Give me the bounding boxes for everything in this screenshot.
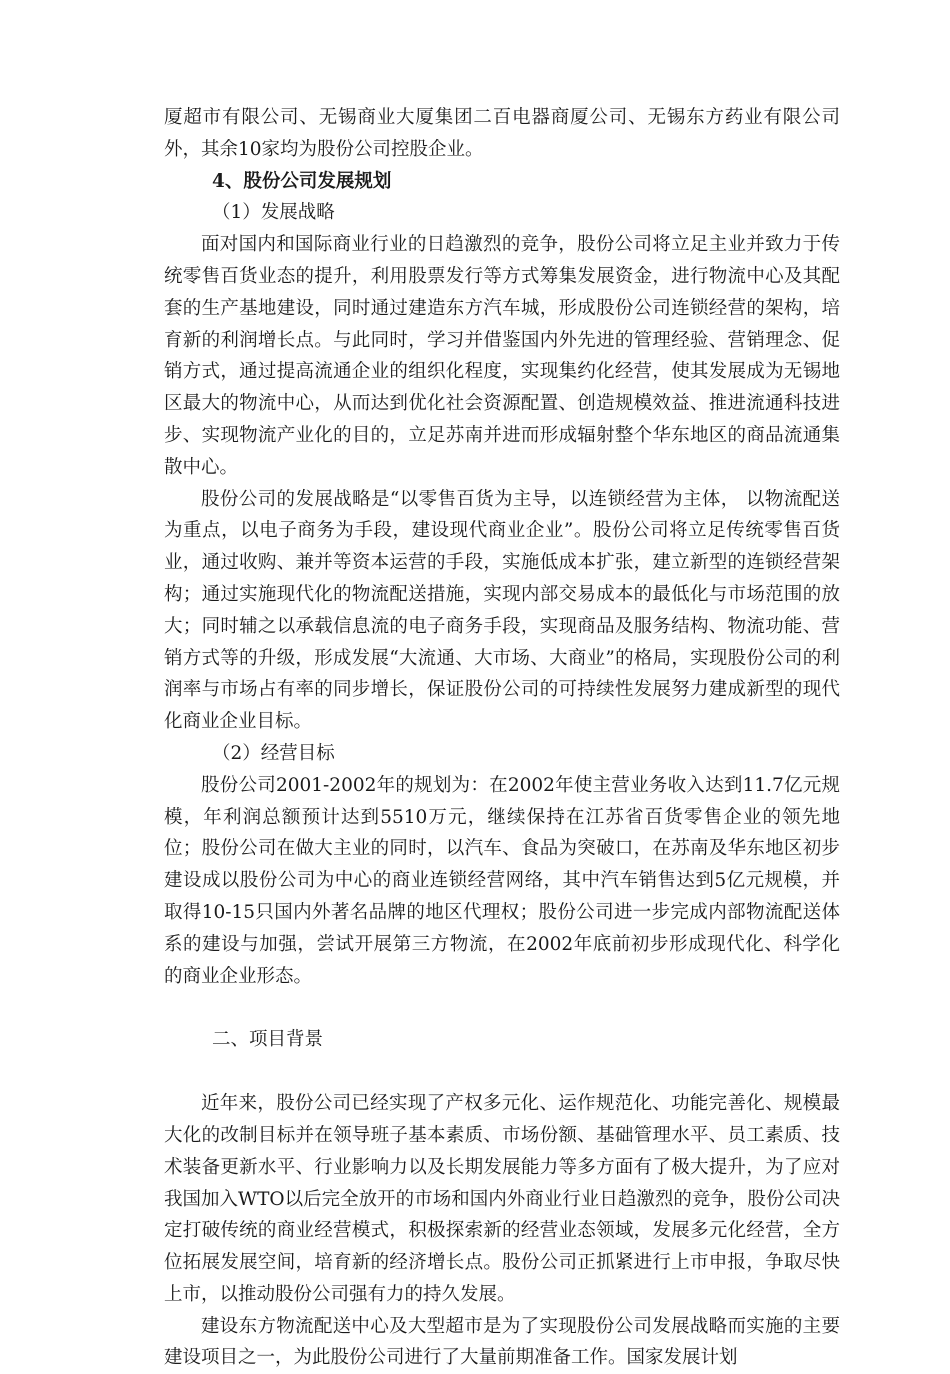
paragraph-business-goals: 股份公司2001-2002年的规划为：在2002年使主营业务收入达到11.7亿元规模，年利润总额预计达到5510万元，继续保持在江苏省百货零售企业的领先地位；股份公司在做大主业的同时，以汽车、食品为突破口，在苏南及华东地区初步建设成以股份公司为中心的商业连锁经营网络，其中汽车销售达到5亿元规模，并取得10-15只国内外著名品牌的地区代理权；股份公司进一步完成内部物流配送体系的建设与加强，尝试开展第三方物流，在2002年底前初步形成现代化、科学化的商业企业形态。 bbox=[164, 774, 840, 987]
paragraph-background-1: 近年来，股份公司已经实现了产权多元化、运作规范化、功能完善化、规模最大化的改制目标并在领导班子基本素质、市场份额、基础管理水平、员工素质、技术装备更新水平、行业影响力以及长期发展能力等多方面有了极大提升，为了应对我国加入WTO以后完全放开的市场和国内外商业行业日趋激烈的竞争，股份公司决定打破传统的商业经营模式，积极探索新的经营业态领域，发展多元化经营，全方位拓展发展空间，培育新的经济增长点。股份公司正抓紧进行上市申报，争取尽快上市，以推动股份公司强有力的持久发展。 bbox=[164, 1093, 840, 1305]
section-heading-project-background: 二、项目背景 bbox=[212, 1029, 324, 1051]
paragraph-strategy-2: 股份公司的发展战略是“以零售百货为主导，以连锁经营为主体， 以物流配送为重点，以电子商务为手段，建设现代商业企业”。股份公司将立足传统零售百货业，通过收购、兼并等资本运营的手段，实施低成本扩张，建立新型的连锁经营架构；通过实施现代化的物流配送措施，实现内部交易成本的最低化与市场范围的放大；同时辅之以承载信息流的电子商务手段，实现商品及服务结构、物流功能、营销方式等的升级，形成发展“大流通、大市场、大商业”的格局，实现股份公司的利润率与市场占有率的同步增长，保证股份公司的可持续性发展努力建成新型的现代化商业企业目标。 bbox=[164, 488, 840, 733]
subheading-development-strategy: （1）发展战略 bbox=[212, 202, 335, 224]
section-heading-development-plan: 4、股份公司发展规划 bbox=[212, 170, 392, 192]
document-body bbox=[164, 102, 840, 1374]
paragraph-continued: 厦超市有限公司、无锡商业大厦集团二百电器商厦公司、无锡东方药业有限公司外，其余10家均为股份公司控股企业。 bbox=[164, 107, 840, 160]
paragraph-strategy-1: 面对国内和国际商业行业的日趋激烈的竞争，股份公司将立足主业并致力于传统零售百货业态的提升，利用股票发行等方式筹集发展资金，进行物流中心及其配套的生产基地建设，同时通过建造东方汽车城，形成股份公司连锁经营的架构，培育新的利润增长点。与此同时，学习并借鉴国内外先进的管理经验、营销理念、促销方式，通过提高流通企业的组织化程度，实现集约化经营，使其发展成为无锡地区最大的物流中心，从而达到优化社会资源配置、创造规模效益、推进流通科技进步、实现物流产业化的目的，立足苏南并进而形成辐射整个华东地区的商品流通集散中心。 bbox=[164, 234, 840, 478]
spacer bbox=[164, 992, 840, 1024]
subheading-business-goals: （2）经营目标 bbox=[212, 742, 335, 764]
paragraph-background-2: 建设东方物流配送中心及大型超市是为了实现股份公司发展战略而实施的主要建设项目之一，为此股份公司进行了大量前期准备工作。国家发展计划 bbox=[164, 1315, 840, 1369]
spacer bbox=[164, 1056, 840, 1088]
